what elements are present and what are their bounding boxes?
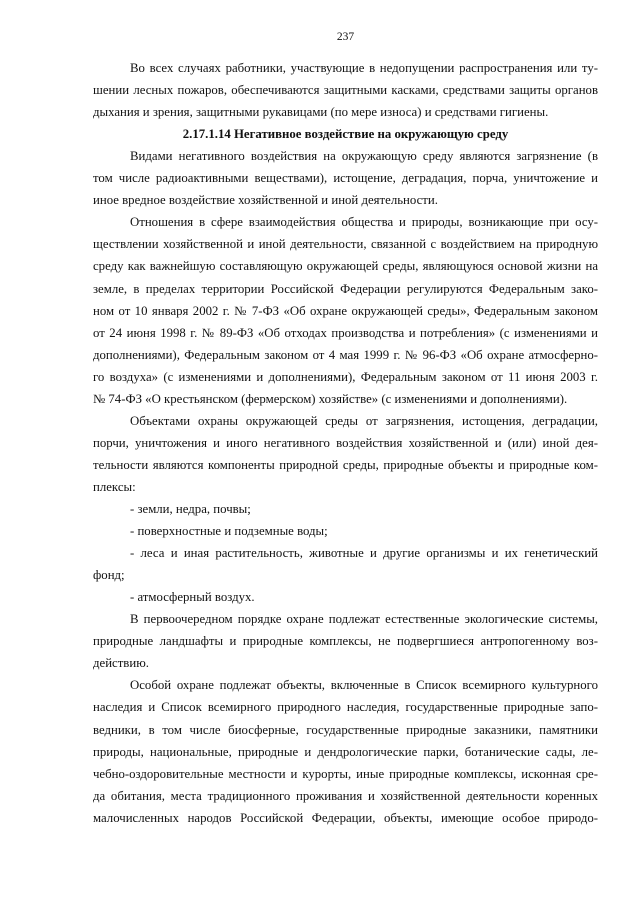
text-line: плексы:	[93, 479, 136, 494]
text-line: го воздуха» (с изменениями и дополнениями), Федеральным законом от 11 июня 2003 г.	[93, 369, 598, 384]
text-line: наследия и Список всемирного природного наследия, государственные природные запо-	[93, 700, 598, 715]
text-line: природы, национальные, природные и дендрологические парки, ботанические сады, ле-	[93, 744, 598, 759]
text-line: земле, в пределах территории Российской Федерации регулируются Федеральным зако-	[93, 281, 598, 296]
text-line: да обитания, места традиционного проживания и хозяйственной деятельности коренных	[93, 788, 598, 803]
text-line: - атмосферный воздух.	[130, 590, 255, 605]
text-line: Объектами охраны окружающей среды от загрязнения, истощения, деградации,	[130, 413, 598, 428]
text-line: ществлении хозяйственной и иной деятельности, связанной с воздействием на природную	[93, 237, 598, 252]
text-line: малочисленных народов Российской Федерации, объекты, имеющие особое природо-	[93, 810, 598, 825]
text-line: ном от 10 января 2002 г. № 7-ФЗ «Об охране окружающей среды», Федеральным законом	[93, 303, 598, 318]
text-line: действию.	[93, 656, 149, 671]
text-line: порчи, уничтожения и иного негативного воздействия хозяйственной и (или) иной дея-	[93, 435, 598, 450]
text-line: - земли, недра, почвы;	[130, 502, 251, 516]
text-line: ведники, в том числе биосферные, государственные природные заказники, памятники	[93, 722, 598, 737]
text-line: среду как важнейшую составляющую окружающей среды, являющуюся основой жизни на	[93, 259, 598, 274]
text-line: - леса и иная растительность, животные и другие организмы и их генетический	[130, 546, 598, 561]
text-line: № 74-ФЗ «О крестьянском (фермерском) хозяйстве» (с изменениями и дополнениями).	[93, 391, 568, 406]
text-line: иное вредное воздействие хозяйственной и иной деятельности.	[93, 193, 438, 208]
text-line: дыхания и зрения, защитными рукавицами (по мере износа) и средствами гигиены.	[93, 105, 549, 120]
text-line: от 24 июня 1998 г. № 89-ФЗ «Об отходах производства и потребления» (с изменениями и	[93, 325, 598, 340]
text-line: Особой охране подлежат объекты, включенные в Список всемирного культурного	[130, 678, 598, 693]
text-line: природные ландшафты и природные комплексы, не подвергшиеся антропогенному воз-	[93, 634, 598, 649]
text-line: тельности являются компоненты природной среды, природные объекты и природные ком-	[93, 457, 598, 472]
text-line: - поверхностные и подземные воды;	[130, 524, 328, 539]
text-line: дополнениями), Федеральным законом от 4 мая 1999 г. № 96-ФЗ «Об охране атмосферно-	[93, 347, 598, 362]
text-line: чебно-оздоровительные местности и курорты, иные природные комплексы, исконная сре-	[93, 766, 598, 781]
text-line: В первоочередном порядке охране подлежат естественные экологические системы,	[130, 612, 598, 627]
text-line: фонд;	[93, 568, 125, 583]
text-line: том числе радиоактивными веществами), истощение, деградация, порча, уничтожение и	[93, 171, 598, 186]
text-line: Во всех случаях работники, участвующие в недопущении распространения или ту-	[130, 61, 598, 75]
text-line: шении лесных пожаров, обеспечиваются защитными касками, средствами защиты органов	[93, 83, 598, 98]
text-line: Отношения в сфере взаимодействия общества и природы, возникающие при осу-	[130, 215, 598, 230]
text-line: Видами негативного воздействия на окружающую среду являются загрязнение (в	[130, 149, 598, 164]
section-heading: 2.17.1.14 Негативное воздействие на окружающую среду	[182, 127, 509, 142]
page-number: 237	[336, 31, 355, 43]
